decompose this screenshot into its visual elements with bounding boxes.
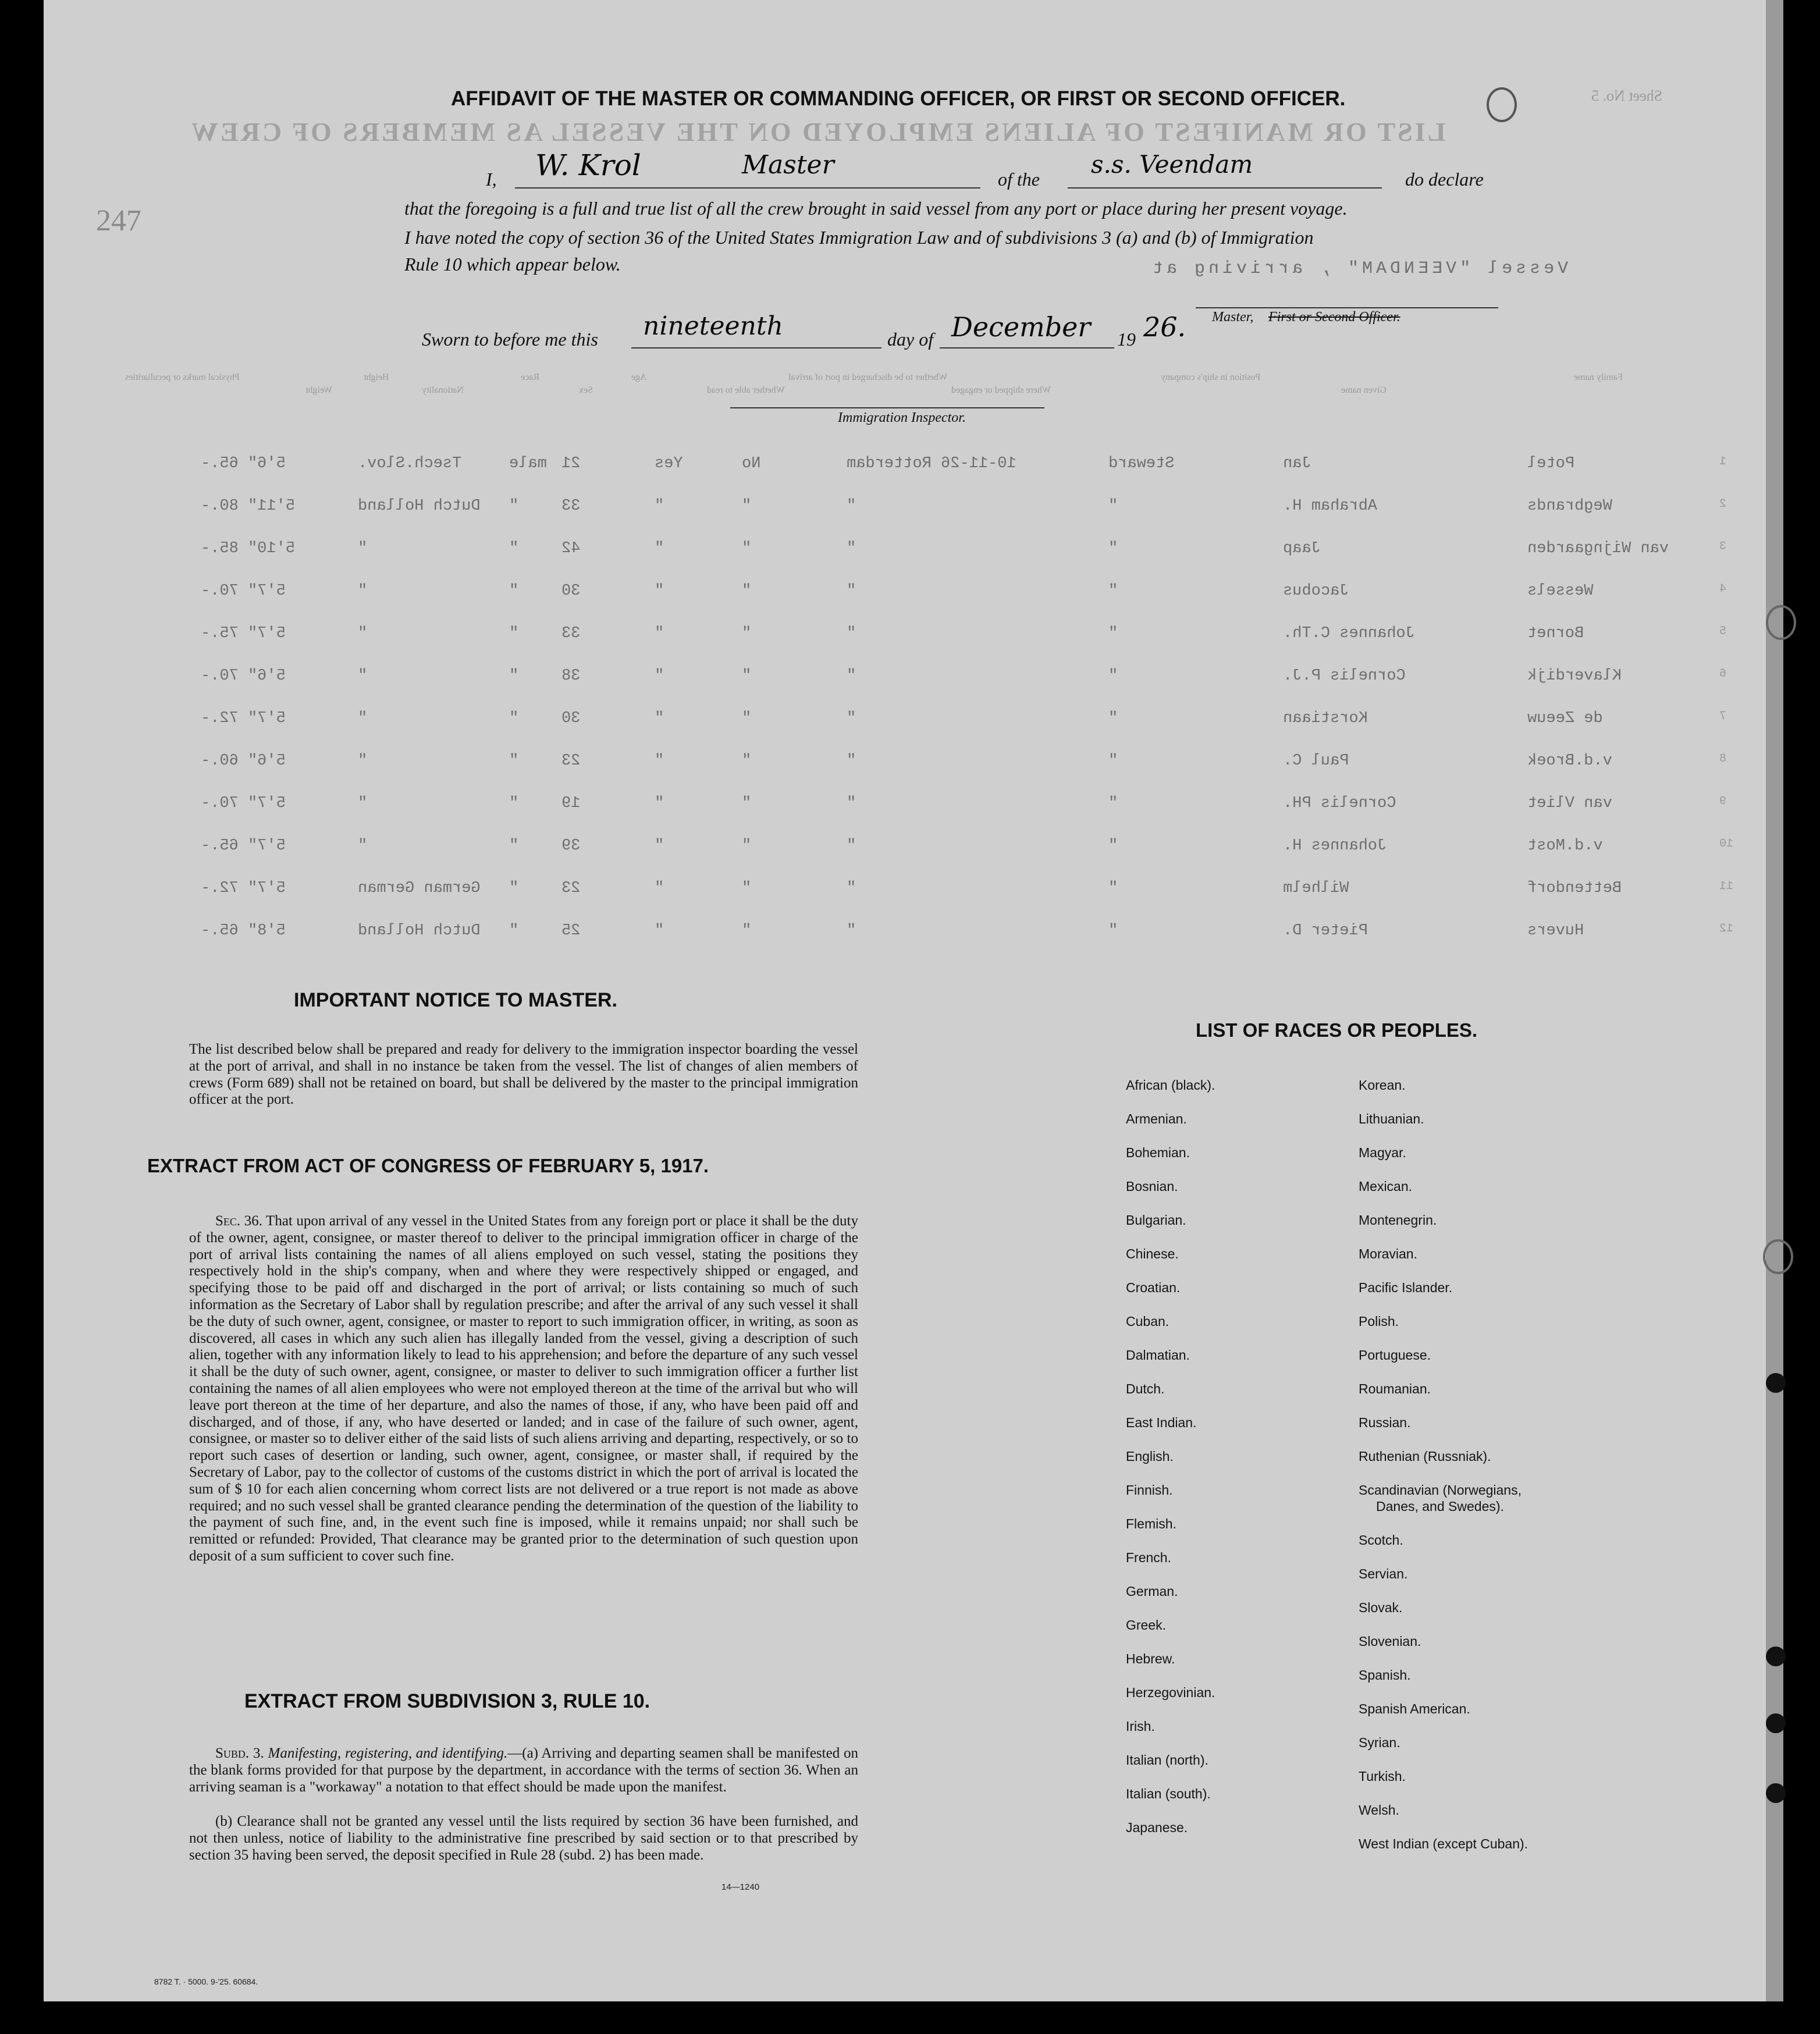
mirrored-row-read: " bbox=[655, 540, 664, 557]
of-the-text: of the bbox=[998, 169, 1040, 190]
mirrored-row-pos: " bbox=[1108, 837, 1118, 855]
mirrored-row-read: " bbox=[655, 880, 664, 897]
mirrored-column-header: Sex bbox=[579, 385, 593, 395]
mirrored-row-race: " bbox=[358, 540, 368, 557]
mirrored-row-hw: 5'6" 65.- bbox=[201, 455, 286, 472]
mirrored-header-title: LIST OR MANIFEST OF ALIENS EMPLOYED ON THE VESSEL AS MEMBERS OF CREW bbox=[189, 117, 1446, 147]
mirrored-row-age: 39 bbox=[561, 837, 581, 855]
mirrored-row-pos: " bbox=[1108, 625, 1118, 642]
mirrored-column-header: Given name bbox=[1341, 385, 1387, 395]
affidavit-line-3: I have noted the copy of section 36 of the United States Immigration Law and of subdivisions 3 (a) and (b) of Immigration bbox=[404, 227, 1314, 248]
month-underline bbox=[940, 347, 1114, 349]
mirrored-column-header: Weight bbox=[305, 385, 332, 395]
mirrored-column-header: Nationality bbox=[422, 385, 464, 395]
race-item: Scotch. bbox=[1359, 1532, 1403, 1548]
mirrored-row-age: 42 bbox=[561, 540, 581, 557]
race-item: Bosnian. bbox=[1126, 1179, 1178, 1194]
mirrored-row-shipped: " bbox=[847, 582, 856, 600]
race-item: East Indian. bbox=[1126, 1415, 1197, 1430]
mirrored-row-shipped: " bbox=[847, 922, 856, 940]
race-item: Polish. bbox=[1359, 1314, 1399, 1329]
mirrored-row-shipped: " bbox=[847, 837, 856, 855]
race-item: Finnish. bbox=[1126, 1482, 1173, 1498]
race-item: Turkish. bbox=[1359, 1769, 1406, 1784]
mirrored-row-family: Bornet bbox=[1527, 625, 1584, 642]
mirrored-row-age: 19 bbox=[561, 795, 581, 812]
rule-subd-label: Subd. 3. bbox=[215, 1745, 264, 1761]
mirrored-row-hw: 5'8" 65.- bbox=[201, 922, 286, 940]
rule-title: EXTRACT FROM SUBDIVISION 3, RULE 10. bbox=[244, 1690, 650, 1712]
mirrored-row-no: 3 bbox=[1719, 540, 1727, 553]
race-item: Syrian. bbox=[1359, 1735, 1400, 1750]
mirrored-sheet-no: Sheet No. 5 bbox=[1591, 87, 1663, 104]
act-title: EXTRACT FROM ACT OF CONGRESS OF FEBRUARY 5, 1917. bbox=[147, 1155, 709, 1176]
race-item: Danes, and Swedes). bbox=[1376, 1499, 1504, 1514]
mirrored-row-read: " bbox=[655, 497, 664, 515]
mirrored-row-family: v.d.Broek bbox=[1527, 752, 1612, 770]
mirrored-row-race: " bbox=[358, 795, 368, 812]
mirrored-vessel-line: Vessel "VEENDAM" , arriving at bbox=[1149, 259, 1569, 279]
mirrored-row-hw: 5'7" 70.- bbox=[201, 795, 286, 812]
race-item: Dutch. bbox=[1126, 1381, 1165, 1396]
race-item: Armenian. bbox=[1126, 1111, 1187, 1126]
do-declare-text: do declare bbox=[1405, 169, 1484, 190]
vessel-underline bbox=[1068, 187, 1382, 189]
mirrored-row-no: 9 bbox=[1719, 795, 1727, 808]
mirrored-row-age: 21 bbox=[561, 455, 581, 472]
mirrored-column-header: Height bbox=[364, 372, 389, 382]
mirrored-row-race: " bbox=[358, 710, 368, 727]
mirrored-row-given: Abraham H. bbox=[1283, 497, 1378, 515]
mirrored-row-shipped: " bbox=[847, 795, 856, 812]
mirrored-row-given: Jan bbox=[1283, 455, 1311, 472]
race-item: Roumanian. bbox=[1359, 1381, 1431, 1396]
race-item: Moravian. bbox=[1359, 1246, 1417, 1261]
mirrored-row-given: Pieter D. bbox=[1283, 922, 1368, 940]
race-item: Slovenian. bbox=[1359, 1634, 1421, 1649]
race-item: Scandinavian (Norwegians, bbox=[1359, 1482, 1522, 1498]
race-item: French. bbox=[1126, 1550, 1171, 1565]
mirrored-row-race: " bbox=[358, 582, 368, 600]
mirrored-row-shipped: " bbox=[847, 752, 856, 770]
mirrored-row-family: Huvers bbox=[1527, 922, 1584, 940]
mirrored-row-discharged: " bbox=[742, 540, 752, 557]
mirrored-row-family: Potel bbox=[1527, 455, 1575, 472]
mirrored-row-sex: male bbox=[509, 455, 547, 472]
mirrored-row-discharged: " bbox=[742, 795, 752, 812]
race-item: Irish. bbox=[1126, 1719, 1155, 1734]
mirrored-row-sex: " bbox=[509, 667, 519, 685]
race-item: Greek. bbox=[1126, 1617, 1167, 1633]
mirrored-row-read: " bbox=[655, 922, 664, 940]
mirrored-row-age: 23 bbox=[561, 752, 581, 770]
mirrored-row-shipped: " bbox=[847, 710, 856, 727]
race-item: Ruthenian (Russniak). bbox=[1359, 1449, 1491, 1464]
mirrored-row-read: Yes bbox=[655, 455, 683, 472]
race-item: Korean. bbox=[1359, 1078, 1406, 1093]
race-item: Mexican. bbox=[1359, 1179, 1413, 1194]
race-item: English. bbox=[1126, 1449, 1174, 1464]
mirrored-row-discharged: " bbox=[742, 625, 752, 642]
race-item: Pacific Islander. bbox=[1359, 1280, 1453, 1295]
vessel-name-handwritten: s.s. Veendam bbox=[1091, 150, 1253, 179]
rule-body-b: (b) Clearance shall not be granted any vessel until the lists required by section 36 have been furnished, and not then unless, notice of liability to the administrative fine prescribed by said section or to that prescribed by section 35 having been served, the deposit specified in Rule 28 (subd. 2) has been made. bbox=[189, 1813, 858, 1863]
mirrored-column-header: Age bbox=[631, 372, 647, 382]
mirrored-row-family: Wessels bbox=[1527, 582, 1594, 600]
name-underline bbox=[515, 187, 980, 189]
mirrored-row-given: Jacobus bbox=[1283, 582, 1349, 600]
race-item: Croatian. bbox=[1126, 1280, 1181, 1295]
mirrored-row-hw: 5'6" 60.- bbox=[201, 752, 286, 770]
mirrored-row-sex: " bbox=[509, 540, 519, 557]
race-item: West Indian (except Cuban). bbox=[1359, 1836, 1528, 1851]
mirrored-row-given: Johannes C.Th. bbox=[1283, 625, 1415, 642]
mirrored-row-pos: " bbox=[1108, 497, 1118, 515]
mirrored-row-no: 12 bbox=[1719, 922, 1734, 936]
mirrored-row-discharged: " bbox=[742, 667, 752, 685]
mirrored-row-discharged: " bbox=[742, 497, 752, 515]
race-item: Portuguese. bbox=[1359, 1347, 1431, 1363]
mirrored-row-no: 4 bbox=[1719, 582, 1727, 596]
mirrored-row-sex: " bbox=[509, 497, 519, 515]
mirrored-row-sex: " bbox=[509, 625, 519, 642]
race-item: Russian. bbox=[1359, 1415, 1411, 1430]
mirrored-column-header: Whether to be discharged in port of arrival bbox=[788, 372, 947, 382]
mirrored-row-sex: " bbox=[509, 795, 519, 812]
race-item: Lithuanian. bbox=[1359, 1111, 1424, 1126]
race-item: Italian (north). bbox=[1126, 1752, 1208, 1768]
mirrored-row-no: 8 bbox=[1719, 752, 1727, 766]
punch-hole bbox=[1766, 1713, 1786, 1733]
mirrored-row-hw: 5'7" 75.- bbox=[201, 625, 286, 642]
mirrored-row-read: " bbox=[655, 837, 664, 855]
rule-body-a bbox=[189, 1745, 858, 1795]
mirrored-row-read: " bbox=[655, 667, 664, 685]
affidavit-title: AFFIDAVIT OF THE MASTER OR COMMANDING OFFICER, OR FIRST OR SECOND OFFICER. bbox=[451, 87, 1346, 110]
inspector-signature-line bbox=[730, 407, 1044, 408]
mirrored-row-hw: 5'11" 80.- bbox=[201, 497, 296, 515]
day-of-text: day of bbox=[887, 329, 934, 350]
race-item: Montenegrin. bbox=[1359, 1212, 1437, 1228]
mirrored-row-no: 5 bbox=[1719, 625, 1727, 638]
punch-hole bbox=[1766, 1647, 1786, 1666]
mirrored-row-age: 23 bbox=[561, 880, 581, 897]
mirrored-row-no: 7 bbox=[1719, 710, 1727, 723]
year-suffix-handwritten: 26. bbox=[1143, 311, 1186, 343]
mirrored-row-discharged: " bbox=[742, 582, 752, 600]
handwritten-sheet-number: 247 bbox=[96, 204, 141, 237]
mirrored-column-header: Position in ship's company bbox=[1161, 372, 1261, 382]
mirrored-row-age: 25 bbox=[561, 922, 581, 940]
mirrored-row-pos: " bbox=[1108, 795, 1118, 812]
sworn-month-handwritten: December bbox=[951, 311, 1091, 343]
mirrored-column-header: Where shipped or engaged bbox=[951, 385, 1051, 395]
binder-ring-mark bbox=[1763, 1239, 1793, 1274]
sheet-edge bbox=[1766, 0, 1783, 2001]
affidavit-line-2: that the foregoing is a full and true list of all the crew brought in said vessel from any port or place during her present voyage. bbox=[404, 198, 1348, 219]
mirrored-row-no: 1 bbox=[1719, 455, 1727, 468]
race-item: Spanish. bbox=[1359, 1667, 1411, 1683]
mirrored-row-shipped: " bbox=[847, 497, 856, 515]
mirrored-row-race: " bbox=[358, 837, 368, 855]
race-item: Italian (south). bbox=[1126, 1786, 1211, 1801]
mirrored-row-no: 10 bbox=[1719, 837, 1734, 851]
mirrored-row-given: Jaap bbox=[1283, 540, 1321, 557]
mirrored-row-age: 30 bbox=[561, 710, 581, 727]
mirrored-row-race: " bbox=[358, 752, 368, 770]
binder-ring-mark bbox=[1766, 605, 1796, 640]
mirrored-row-pos: " bbox=[1108, 582, 1118, 600]
sworn-prefix: Sworn to before me this bbox=[422, 329, 598, 350]
signature-caption-master: Master, bbox=[1212, 310, 1254, 325]
mirrored-row-hw: 5'7" 70.- bbox=[201, 582, 286, 600]
mirrored-row-sex: " bbox=[509, 752, 519, 770]
mirrored-row-sex: " bbox=[509, 837, 519, 855]
race-item: Cuban. bbox=[1126, 1314, 1170, 1329]
race-item: Slovak. bbox=[1359, 1600, 1403, 1615]
mirrored-row-discharged: " bbox=[742, 837, 752, 855]
rule-subd-heading: Manifesting, registering, and identifying. bbox=[268, 1745, 508, 1761]
mirrored-row-pos: " bbox=[1108, 540, 1118, 557]
mirrored-row-age: 33 bbox=[561, 497, 581, 515]
mirrored-row-age: 30 bbox=[561, 582, 581, 600]
mirrored-column-header: Whether able to read bbox=[707, 385, 785, 395]
print-code: 8782 T. · 5000. 9-'25. 60684. bbox=[154, 1977, 258, 1986]
race-item: Dalmatian. bbox=[1126, 1347, 1190, 1363]
race-item: Magyar. bbox=[1359, 1145, 1406, 1160]
act-section-label: Sec. 36. bbox=[215, 1213, 262, 1229]
mirrored-row-race: Dutch Holland bbox=[358, 497, 481, 515]
race-item: Servian. bbox=[1359, 1566, 1408, 1581]
mirrored-row-discharged: " bbox=[742, 922, 752, 940]
mirrored-row-shipped: " bbox=[847, 625, 856, 642]
mirrored-column-header: Family name bbox=[1574, 372, 1623, 382]
mirrored-row-discharged: " bbox=[742, 752, 752, 770]
mirrored-row-family: v.d.Most bbox=[1527, 837, 1603, 855]
mirrored-row-read: " bbox=[655, 752, 664, 770]
race-item: Herzegovinian. bbox=[1126, 1685, 1215, 1700]
race-item: Chinese. bbox=[1126, 1246, 1179, 1261]
race-item: Spanish American. bbox=[1359, 1701, 1470, 1716]
mirrored-row-race: Tsech.Slov. bbox=[358, 455, 462, 472]
act-text: That upon arrival of any vessel in the United States from any foreign port or place it shall be the duty of the owner, agent, consignee, or master thereof to deliver to the principal immigration officer in charge of the port of arrival lists containing the names of all aliens employed on such vessel, stating the positions they respectively hold in the ship's company, when and where they were respectively shipped or engaged, and specifying those to be paid off and discharged in the port of arrival; or lists containing so much of such information as the Secretary of Labor shall by regulation prescribe; and after the arrival of any such vessel it shall be the duty of such owner, agent, consignee, or master to report to such immigration officer, in writing, as soon as discovered, all cases in which any such alien has illegally landed from the vessel, giving a description of such alien, together with any information likely to lead to his apprehension; and before the departure of any such vessel it shall be the duty of such owner, agent, consignee, or master to deliver to such immigration officer a further list containing the names of all alien employees who were not employed thereon at the time of the arrival but who will leave port thereon at the time of her departure, and also the names of those, if any, who have been paid off and discharged, and of those, if any, who have deserted or landed; and in case of the failure of such owner, agent, consignee, or master so to deliver either of the said lists of such aliens arriving and departing, respectively, or so to report such cases of desertion or landing, such owner, agent, consignee, or master shall, if required by the Secretary of Labor, pay to the collector of customs of the customs district in which the port of arrival is located the sum of $ 10 for each alien concerning whom correct lists are not delivered or a true report is not made as above required; and no such vessel shall be granted clearance pending the determination of the question of the liability to the payment of such fine, and, in the event such fine is imposed, while it remains unpaid; nor shall such be remitted or refunded: Provided, That clearance may be granted prior to the determination of such question upon deposit of a sum sufficient to cover such fine. bbox=[189, 1213, 858, 1564]
mirrored-row-shipped: " bbox=[847, 667, 856, 685]
mirrored-column-header: Physical marks or peculiarities bbox=[125, 372, 240, 382]
affidavit-line-4: Rule 10 which appear below. bbox=[404, 254, 621, 275]
mirrored-row-sex: " bbox=[509, 922, 519, 940]
mirrored-row-pos: Steward bbox=[1108, 455, 1175, 472]
mirrored-row-hw: 5'7" 65.- bbox=[201, 837, 286, 855]
mirrored-row-no: 6 bbox=[1719, 667, 1727, 681]
mirrored-row-read: " bbox=[655, 795, 664, 812]
mirrored-row-read: " bbox=[655, 582, 664, 600]
race-item: African (black). bbox=[1126, 1078, 1215, 1093]
form-code: 14—1240 bbox=[721, 1882, 760, 1892]
race-item: Bohemian. bbox=[1126, 1145, 1190, 1160]
sworn-day-handwritten: nineteenth bbox=[643, 311, 783, 341]
mirrored-row-shipped: " bbox=[847, 880, 856, 897]
mirrored-row-shipped: " bbox=[847, 540, 856, 557]
day-underline bbox=[631, 347, 881, 349]
punch-hole bbox=[1766, 1783, 1786, 1803]
mirrored-row-given: Korstiaan bbox=[1283, 710, 1368, 727]
mirrored-row-family: de Zeeuw bbox=[1527, 710, 1603, 727]
mirrored-row-no: 11 bbox=[1719, 880, 1734, 893]
punch-hole bbox=[1766, 1373, 1786, 1393]
inspector-caption: Immigration Inspector. bbox=[838, 410, 966, 425]
manifest-sheet bbox=[44, 0, 1783, 2001]
signature-line bbox=[1196, 307, 1498, 308]
race-item: German. bbox=[1126, 1584, 1178, 1599]
rank-handwritten: Master bbox=[742, 150, 834, 180]
mirrored-row-family: Klaverdijk bbox=[1527, 667, 1622, 685]
notice-title: IMPORTANT NOTICE TO MASTER. bbox=[294, 989, 617, 1011]
mirrored-row-race: " bbox=[358, 667, 368, 685]
mirrored-row-race: German German bbox=[358, 880, 481, 897]
mirrored-row-sex: " bbox=[509, 880, 519, 897]
mirrored-row-discharged: " bbox=[742, 880, 752, 897]
mirrored-row-no: 2 bbox=[1719, 497, 1727, 511]
mirrored-row-given: Cornelis P.J. bbox=[1283, 667, 1406, 685]
year-prefix: 19 bbox=[1117, 329, 1136, 350]
mirrored-row-pos: " bbox=[1108, 710, 1118, 727]
mirrored-row-pos: " bbox=[1108, 880, 1118, 897]
mirrored-row-given: Wilhelm bbox=[1283, 880, 1349, 897]
mirrored-row-age: 38 bbox=[561, 667, 581, 685]
mirrored-row-given: Johannes H. bbox=[1283, 837, 1387, 855]
mirrored-row-family: van Wijngaarden bbox=[1527, 540, 1669, 557]
race-item: Hebrew. bbox=[1126, 1651, 1175, 1666]
mirrored-row-race: " bbox=[358, 625, 368, 642]
mirrored-row-hw: 5'6" 70.- bbox=[201, 667, 286, 685]
mirrored-row-hw: 5'10" 85.- bbox=[201, 540, 296, 557]
mirrored-row-sex: " bbox=[509, 582, 519, 600]
affidavit-i: I, bbox=[486, 169, 497, 190]
race-item: Bulgarian. bbox=[1126, 1212, 1186, 1228]
mirrored-row-family: Bettendorf bbox=[1527, 880, 1622, 897]
mirrored-row-shipped: 10-11-26 Rotterdam bbox=[847, 455, 1016, 472]
mirrored-row-pos: " bbox=[1108, 667, 1118, 685]
mirrored-row-family: van Vliet bbox=[1527, 795, 1612, 812]
mirrored-row-pos: " bbox=[1108, 752, 1118, 770]
mirrored-row-discharged: No bbox=[742, 455, 761, 472]
mirrored-row-pos: " bbox=[1108, 922, 1118, 940]
mirrored-row-race: Dutch Holland bbox=[358, 922, 481, 940]
mirrored-row-read: " bbox=[655, 625, 664, 642]
act-body bbox=[189, 1213, 858, 1565]
mirrored-row-given: Paul C. bbox=[1283, 752, 1349, 770]
binder-ring-mark bbox=[1487, 87, 1517, 122]
mirrored-row-sex: " bbox=[509, 710, 519, 727]
race-item: Welsh. bbox=[1359, 1802, 1399, 1818]
mirrored-row-hw: 5'7" 72.- bbox=[201, 880, 286, 897]
mirrored-row-age: 33 bbox=[561, 625, 581, 642]
race-item: Japanese. bbox=[1126, 1820, 1188, 1835]
mirrored-row-given: Cornelis PH. bbox=[1283, 795, 1396, 812]
mirrored-column-header: Race bbox=[521, 372, 539, 382]
signature-caption-officer: First or Second Officer. bbox=[1268, 310, 1400, 325]
mirrored-row-discharged: " bbox=[742, 710, 752, 727]
master-name-handwritten: W. Krol bbox=[535, 148, 641, 182]
mirrored-row-hw: 5'7" 72.- bbox=[201, 710, 286, 727]
mirrored-row-family: Wegbrands bbox=[1527, 497, 1612, 515]
notice-body: The list described below shall be prepared and ready for delivery to the immigration inspector boarding the vessel at the port of arrival, and shall in no instance be taken from the vessel. The list of changes of alien members of crews (Form 689) shall not be retained on board, but shall be delivered by the master to the principal immigration officer at the port. bbox=[189, 1041, 858, 1108]
mirrored-row-read: " bbox=[655, 710, 664, 727]
races-title: LIST OF RACES OR PEOPLES. bbox=[1196, 1019, 1478, 1041]
race-item: Flemish. bbox=[1126, 1516, 1176, 1531]
rule-text-a: —(a) Arriving and departing seamen shall be manifested on the blank forms provided for that purpose by the department, in accordance with the terms of section 36. When an arriving seaman is a "workaway" a notation to that effect should be made upon the manifest. bbox=[189, 1745, 858, 1795]
